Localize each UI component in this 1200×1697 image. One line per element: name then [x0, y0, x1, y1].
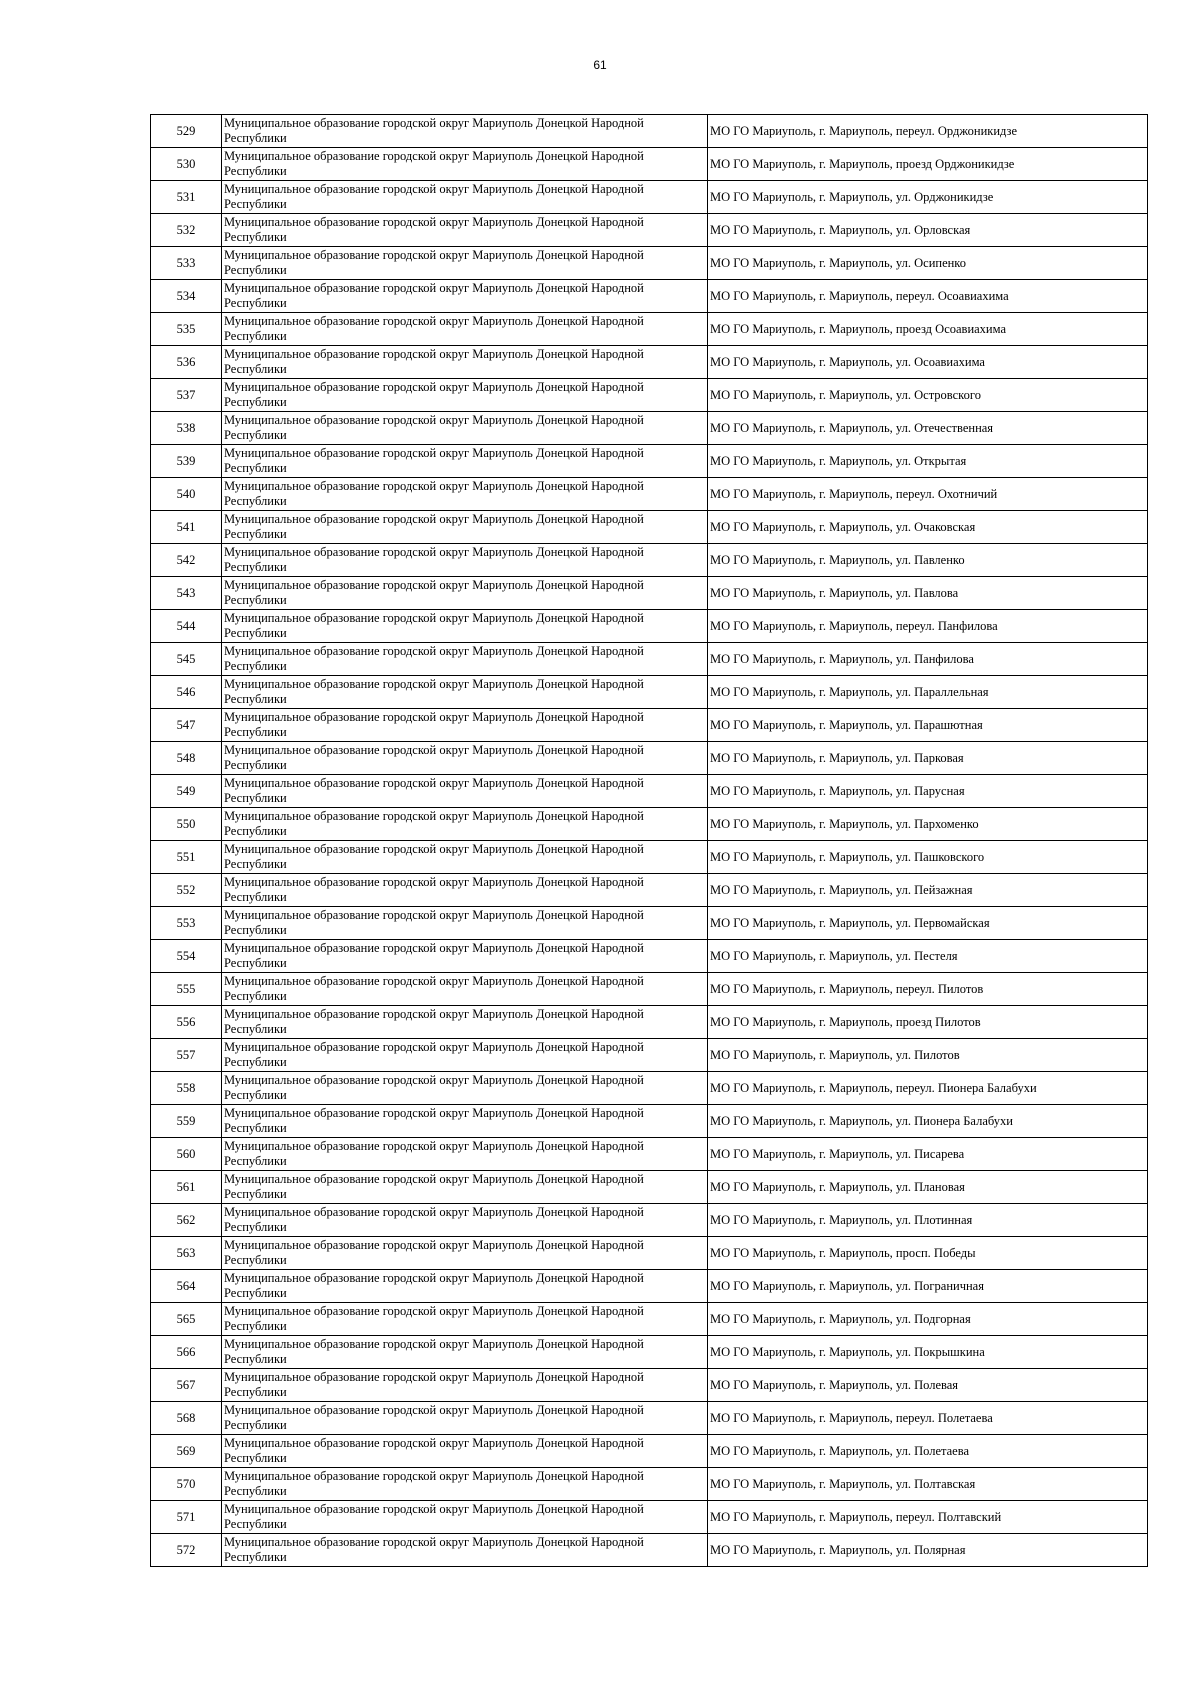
row-number-cell: 561	[151, 1171, 222, 1204]
row-number-cell: 565	[151, 1303, 222, 1336]
row-number-cell: 531	[151, 181, 222, 214]
address-cell: МО ГО Мариуполь, г. Мариуполь, ул. Пестеля	[708, 940, 1148, 973]
table-row	[151, 742, 1148, 775]
address-cell: МО ГО Мариуполь, г. Мариуполь, ул. Первомайская	[708, 907, 1148, 940]
row-number-cell: 556	[151, 1006, 222, 1039]
row-number-cell: 533	[151, 247, 222, 280]
table-row	[151, 412, 1148, 445]
municipality-name-cell: Муниципальное образование городской округ Мариуполь Донецкой Народной Республики	[222, 214, 708, 247]
address-cell: МО ГО Мариуполь, г. Мариуполь, ул. Пилотов	[708, 1039, 1148, 1072]
row-number-cell: 560	[151, 1138, 222, 1171]
row-number-cell: 550	[151, 808, 222, 841]
address-cell: МО ГО Мариуполь, г. Мариуполь, ул. Параллельная	[708, 676, 1148, 709]
municipality-name-cell: Муниципальное образование городской округ Мариуполь Донецкой Народной Республики	[222, 742, 708, 775]
address-cell: МО ГО Мариуполь, г. Мариуполь, ул. Парусная	[708, 775, 1148, 808]
municipality-name-cell: Муниципальное образование городской округ Мариуполь Донецкой Народной Республики	[222, 1303, 708, 1336]
municipality-name-cell: Муниципальное образование городской округ Мариуполь Донецкой Народной Республики	[222, 973, 708, 1006]
municipality-name-cell: Муниципальное образование городской округ Мариуполь Донецкой Народной Республики	[222, 841, 708, 874]
table-row	[151, 346, 1148, 379]
row-number-cell: 544	[151, 610, 222, 643]
table-row	[151, 1270, 1148, 1303]
address-cell: МО ГО Мариуполь, г. Мариуполь, ул. Полевая	[708, 1369, 1148, 1402]
table-row	[151, 115, 1148, 148]
address-cell: МО ГО Мариуполь, г. Мариуполь, переул. Панфилова	[708, 610, 1148, 643]
row-number-cell: 563	[151, 1237, 222, 1270]
municipality-name-cell: Муниципальное образование городской округ Мариуполь Донецкой Народной Республики	[222, 808, 708, 841]
table-row	[151, 1369, 1148, 1402]
row-number-cell: 538	[151, 412, 222, 445]
table-row	[151, 1171, 1148, 1204]
address-cell: МО ГО Мариуполь, г. Мариуполь, переул. Полтавский	[708, 1501, 1148, 1534]
address-table	[150, 114, 1148, 1567]
table-row	[151, 181, 1148, 214]
municipality-name-cell: Муниципальное образование городской округ Мариуполь Донецкой Народной Республики	[222, 346, 708, 379]
row-number-cell: 548	[151, 742, 222, 775]
municipality-name-cell: Муниципальное образование городской округ Мариуполь Донецкой Народной Республики	[222, 1171, 708, 1204]
address-cell: МО ГО Мариуполь, г. Мариуполь, ул. Павлова	[708, 577, 1148, 610]
address-cell: МО ГО Мариуполь, г. Мариуполь, переул. Охотничий	[708, 478, 1148, 511]
row-number-cell: 536	[151, 346, 222, 379]
table-row	[151, 478, 1148, 511]
municipality-name-cell: Муниципальное образование городской округ Мариуполь Донецкой Народной Республики	[222, 874, 708, 907]
address-cell: МО ГО Мариуполь, г. Мариуполь, ул. Пархоменко	[708, 808, 1148, 841]
table-row	[151, 1204, 1148, 1237]
table-row	[151, 313, 1148, 346]
row-number-cell: 557	[151, 1039, 222, 1072]
municipality-name-cell: Муниципальное образование городской округ Мариуполь Донецкой Народной Республики	[222, 1072, 708, 1105]
address-cell: МО ГО Мариуполь, г. Мариуполь, ул. Пейзажная	[708, 874, 1148, 907]
row-number-cell: 535	[151, 313, 222, 346]
address-cell: МО ГО Мариуполь, г. Мариуполь, ул. Отечественная	[708, 412, 1148, 445]
municipality-name-cell: Муниципальное образование городской округ Мариуполь Донецкой Народной Республики	[222, 247, 708, 280]
address-cell: МО ГО Мариуполь, г. Мариуполь, ул. Осоавиахима	[708, 346, 1148, 379]
address-cell: МО ГО Мариуполь, г. Мариуполь, ул. Павленко	[708, 544, 1148, 577]
table-row	[151, 511, 1148, 544]
municipality-name-cell: Муниципальное образование городской округ Мариуполь Донецкой Народной Республики	[222, 709, 708, 742]
row-number-cell: 552	[151, 874, 222, 907]
address-cell: МО ГО Мариуполь, г. Мариуполь, просп. Победы	[708, 1237, 1148, 1270]
municipality-name-cell: Муниципальное образование городской округ Мариуполь Донецкой Народной Республики	[222, 1402, 708, 1435]
address-cell: МО ГО Мариуполь, г. Мариуполь, переул. Полетаева	[708, 1402, 1148, 1435]
address-cell: МО ГО Мариуполь, г. Мариуполь, ул. Очаковская	[708, 511, 1148, 544]
table-row	[151, 643, 1148, 676]
address-cell: МО ГО Мариуполь, г. Мариуполь, ул. Панфилова	[708, 643, 1148, 676]
municipality-name-cell: Муниципальное образование городской округ Мариуполь Донецкой Народной Республики	[222, 1237, 708, 1270]
municipality-name-cell: Муниципальное образование городской округ Мариуполь Донецкой Народной Республики	[222, 1039, 708, 1072]
address-cell: МО ГО Мариуполь, г. Мариуполь, ул. Парковая	[708, 742, 1148, 775]
address-cell: МО ГО Мариуполь, г. Мариуполь, ул. Подгорная	[708, 1303, 1148, 1336]
table-row	[151, 445, 1148, 478]
municipality-name-cell: Муниципальное образование городской округ Мариуполь Донецкой Народной Республики	[222, 1534, 708, 1567]
table-row	[151, 280, 1148, 313]
table-row	[151, 247, 1148, 280]
table-row	[151, 1501, 1148, 1534]
municipality-name-cell: Муниципальное образование городской округ Мариуполь Донецкой Народной Республики	[222, 313, 708, 346]
municipality-name-cell: Муниципальное образование городской округ Мариуполь Донецкой Народной Республики	[222, 1468, 708, 1501]
table-row	[151, 1336, 1148, 1369]
row-number-cell: 542	[151, 544, 222, 577]
address-cell: МО ГО Мариуполь, г. Мариуполь, ул. Полярная	[708, 1534, 1148, 1567]
address-cell: МО ГО Мариуполь, г. Мариуполь, ул. Полетаева	[708, 1435, 1148, 1468]
table-row	[151, 841, 1148, 874]
row-number-cell: 534	[151, 280, 222, 313]
row-number-cell: 543	[151, 577, 222, 610]
address-cell: МО ГО Мариуполь, г. Мариуполь, ул. Писарева	[708, 1138, 1148, 1171]
municipality-name-cell: Муниципальное образование городской округ Мариуполь Донецкой Народной Республики	[222, 676, 708, 709]
row-number-cell: 549	[151, 775, 222, 808]
row-number-cell: 541	[151, 511, 222, 544]
municipality-name-cell: Муниципальное образование городской округ Мариуполь Донецкой Народной Республики	[222, 1501, 708, 1534]
table-row	[151, 1402, 1148, 1435]
row-number-cell: 569	[151, 1435, 222, 1468]
row-number-cell: 530	[151, 148, 222, 181]
municipality-name-cell: Муниципальное образование городской округ Мариуполь Донецкой Народной Республики	[222, 1270, 708, 1303]
address-cell: МО ГО Мариуполь, г. Мариуполь, ул. Островского	[708, 379, 1148, 412]
page-number: 61	[593, 58, 607, 72]
address-cell: МО ГО Мариуполь, г. Мариуполь, ул. Пионера Балабухи	[708, 1105, 1148, 1138]
row-number-cell: 570	[151, 1468, 222, 1501]
address-cell: МО ГО Мариуполь, г. Мариуполь, переул. Пионера Балабухи	[708, 1072, 1148, 1105]
table-row	[151, 973, 1148, 1006]
row-number-cell: 567	[151, 1369, 222, 1402]
row-number-cell: 554	[151, 940, 222, 973]
address-cell: МО ГО Мариуполь, г. Мариуполь, ул. Парашютная	[708, 709, 1148, 742]
municipality-name-cell: Муниципальное образование городской округ Мариуполь Донецкой Народной Республики	[222, 412, 708, 445]
row-number-cell: 532	[151, 214, 222, 247]
municipality-name-cell: Муниципальное образование городской округ Мариуполь Донецкой Народной Республики	[222, 511, 708, 544]
row-number-cell: 562	[151, 1204, 222, 1237]
table-row	[151, 1006, 1148, 1039]
row-number-cell: 540	[151, 478, 222, 511]
address-cell: МО ГО Мариуполь, г. Мариуполь, переул. Осоавиахима	[708, 280, 1148, 313]
table-row	[151, 808, 1148, 841]
municipality-name-cell: Муниципальное образование городской округ Мариуполь Донецкой Народной Республики	[222, 1138, 708, 1171]
address-cell: МО ГО Мариуполь, г. Мариуполь, ул. Осипенко	[708, 247, 1148, 280]
address-cell: МО ГО Мариуполь, г. Мариуполь, ул. Полтавская	[708, 1468, 1148, 1501]
address-table-body	[151, 115, 1148, 1567]
table-row	[151, 775, 1148, 808]
address-cell: МО ГО Мариуполь, г. Мариуполь, ул. Орджоникидзе	[708, 181, 1148, 214]
municipality-name-cell: Муниципальное образование городской округ Мариуполь Донецкой Народной Республики	[222, 445, 708, 478]
row-number-cell: 558	[151, 1072, 222, 1105]
table-row	[151, 907, 1148, 940]
municipality-name-cell: Муниципальное образование городской округ Мариуполь Донецкой Народной Республики	[222, 1369, 708, 1402]
municipality-name-cell: Муниципальное образование городской округ Мариуполь Донецкой Народной Республики	[222, 544, 708, 577]
table-row	[151, 1039, 1148, 1072]
table-row	[151, 709, 1148, 742]
row-number-cell: 551	[151, 841, 222, 874]
table-row	[151, 577, 1148, 610]
address-cell: МО ГО Мариуполь, г. Мариуполь, проезд Пилотов	[708, 1006, 1148, 1039]
address-cell: МО ГО Мариуполь, г. Мариуполь, переул. Орджоникидзе	[708, 115, 1148, 148]
table-row	[151, 544, 1148, 577]
municipality-name-cell: Муниципальное образование городской округ Мариуполь Донецкой Народной Республики	[222, 379, 708, 412]
address-cell: МО ГО Мариуполь, г. Мариуполь, ул. Открытая	[708, 445, 1148, 478]
municipality-name-cell: Муниципальное образование городской округ Мариуполь Донецкой Народной Республики	[222, 148, 708, 181]
municipality-name-cell: Муниципальное образование городской округ Мариуполь Донецкой Народной Республики	[222, 940, 708, 973]
table-row	[151, 874, 1148, 907]
address-cell: МО ГО Мариуполь, г. Мариуполь, ул. Пашковского	[708, 841, 1148, 874]
table-row	[151, 1072, 1148, 1105]
row-number-cell: 553	[151, 907, 222, 940]
row-number-cell: 546	[151, 676, 222, 709]
table-row	[151, 1303, 1148, 1336]
row-number-cell: 559	[151, 1105, 222, 1138]
table-row	[151, 1138, 1148, 1171]
address-cell: МО ГО Мариуполь, г. Мариуполь, проезд Орджоникидзе	[708, 148, 1148, 181]
table-row	[151, 1468, 1148, 1501]
municipality-name-cell: Муниципальное образование городской округ Мариуполь Донецкой Народной Республики	[222, 577, 708, 610]
municipality-name-cell: Муниципальное образование городской округ Мариуполь Донецкой Народной Республики	[222, 1006, 708, 1039]
row-number-cell: 529	[151, 115, 222, 148]
table-row	[151, 148, 1148, 181]
address-cell: МО ГО Мариуполь, г. Мариуполь, ул. Плотинная	[708, 1204, 1148, 1237]
municipality-name-cell: Муниципальное образование городской округ Мариуполь Донецкой Народной Республики	[222, 775, 708, 808]
municipality-name-cell: Муниципальное образование городской округ Мариуполь Донецкой Народной Республики	[222, 1435, 708, 1468]
municipality-name-cell: Муниципальное образование городской округ Мариуполь Донецкой Народной Республики	[222, 115, 708, 148]
address-cell: МО ГО Мариуполь, г. Мариуполь, ул. Орловская	[708, 214, 1148, 247]
address-cell: МО ГО Мариуполь, г. Мариуполь, ул. Покрышкина	[708, 1336, 1148, 1369]
municipality-name-cell: Муниципальное образование городской округ Мариуполь Донецкой Народной Республики	[222, 610, 708, 643]
table-row	[151, 1534, 1148, 1567]
row-number-cell: 545	[151, 643, 222, 676]
municipality-name-cell: Муниципальное образование городской округ Мариуполь Донецкой Народной Республики	[222, 1105, 708, 1138]
municipality-name-cell: Муниципальное образование городской округ Мариуполь Донецкой Народной Республики	[222, 280, 708, 313]
row-number-cell: 572	[151, 1534, 222, 1567]
table-row	[151, 1237, 1148, 1270]
table-row	[151, 379, 1148, 412]
table-row	[151, 214, 1148, 247]
table-row	[151, 676, 1148, 709]
municipality-name-cell: Муниципальное образование городской округ Мариуполь Донецкой Народной Республики	[222, 478, 708, 511]
row-number-cell: 547	[151, 709, 222, 742]
row-number-cell: 539	[151, 445, 222, 478]
row-number-cell: 555	[151, 973, 222, 1006]
table-row	[151, 1105, 1148, 1138]
table-row	[151, 610, 1148, 643]
table-row	[151, 1435, 1148, 1468]
address-cell: МО ГО Мариуполь, г. Мариуполь, переул. Пилотов	[708, 973, 1148, 1006]
table-row	[151, 940, 1148, 973]
row-number-cell: 537	[151, 379, 222, 412]
municipality-name-cell: Муниципальное образование городской округ Мариуполь Донецкой Народной Республики	[222, 907, 708, 940]
municipality-name-cell: Муниципальное образование городской округ Мариуполь Донецкой Народной Республики	[222, 1204, 708, 1237]
address-cell: МО ГО Мариуполь, г. Мариуполь, ул. Пограничная	[708, 1270, 1148, 1303]
row-number-cell: 566	[151, 1336, 222, 1369]
municipality-name-cell: Муниципальное образование городской округ Мариуполь Донецкой Народной Республики	[222, 1336, 708, 1369]
municipality-name-cell: Муниципальное образование городской округ Мариуполь Донецкой Народной Республики	[222, 181, 708, 214]
row-number-cell: 568	[151, 1402, 222, 1435]
address-cell: МО ГО Мариуполь, г. Мариуполь, ул. Плановая	[708, 1171, 1148, 1204]
row-number-cell: 571	[151, 1501, 222, 1534]
municipality-name-cell: Муниципальное образование городской округ Мариуполь Донецкой Народной Республики	[222, 643, 708, 676]
row-number-cell: 564	[151, 1270, 222, 1303]
address-cell: МО ГО Мариуполь, г. Мариуполь, проезд Осоавиахима	[708, 313, 1148, 346]
